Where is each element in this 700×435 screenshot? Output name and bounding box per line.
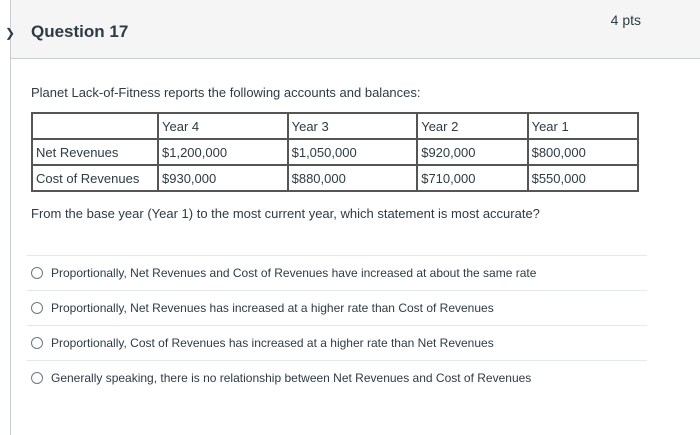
answer-option-1[interactable] — [27, 255, 647, 290]
table-row — [32, 139, 638, 165]
table-header-cell: Year 4 — [158, 113, 288, 139]
answer-option-4[interactable] — [27, 360, 647, 395]
row-label: Cost of Revenues — [32, 165, 158, 191]
chevron-right-icon: ❯ — [5, 26, 16, 40]
table-cell: $800,000 — [528, 139, 638, 165]
table-cell: $1,200,000 — [158, 139, 288, 165]
answer-label: Proportionally, Net Revenues and Cost of Revenues have increased at about the same rate — [51, 266, 537, 280]
radio-button-icon[interactable] — [31, 302, 43, 314]
balances-table — [31, 112, 639, 192]
table-cell: $1,050,000 — [288, 139, 418, 165]
answer-label: Generally speaking, there is no relationship between Net Revenues and Cost of Revenues — [51, 371, 532, 385]
table-cell: $550,000 — [528, 165, 638, 191]
table-header-cell: Year 3 — [288, 113, 418, 139]
question-card — [5, 0, 700, 435]
table-cell: $710,000 — [417, 165, 527, 191]
table-cell: $880,000 — [288, 165, 418, 191]
radio-button-icon[interactable] — [31, 267, 43, 279]
table-header-cell: Year 2 — [417, 113, 527, 139]
table-cell: $930,000 — [158, 165, 288, 191]
radio-button-icon[interactable] — [31, 372, 43, 384]
question-header — [5, 0, 700, 59]
row-label: Net Revenues — [32, 139, 158, 165]
question-prompt: Planet Lack-of-Fitness reports the following accounts and balances: — [31, 85, 421, 100]
table-row — [32, 165, 638, 191]
question-title: Question 17 — [31, 22, 129, 41]
radio-button-icon[interactable] — [31, 337, 43, 349]
table-header-row — [32, 113, 638, 139]
answer-list — [27, 255, 647, 395]
answer-option-3[interactable] — [27, 325, 647, 360]
table-header-cell — [32, 113, 158, 139]
table-header-cell: Year 1 — [528, 113, 638, 139]
answer-option-2[interactable] — [27, 290, 647, 325]
answer-label: Proportionally, Net Revenues has increased at a higher rate than Cost of Revenues — [51, 301, 494, 315]
answer-label: Proportionally, Cost of Revenues has increased at a higher rate than Net Revenues — [51, 336, 494, 350]
table-cell: $920,000 — [417, 139, 527, 165]
points-label: 4 pts — [610, 12, 641, 28]
question-text: From the base year (Year 1) to the most current year, which statement is most accurate? — [31, 206, 540, 221]
